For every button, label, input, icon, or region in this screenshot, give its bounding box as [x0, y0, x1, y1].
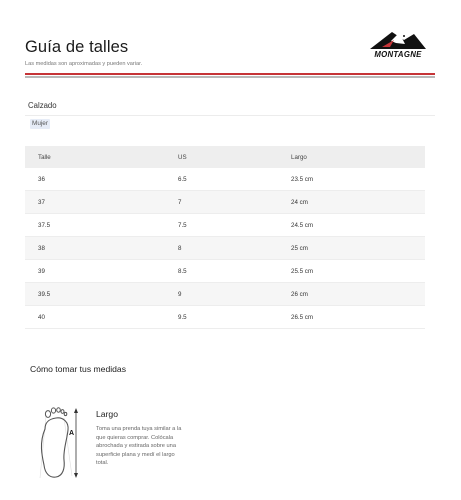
table-row [25, 306, 425, 329]
cell-talle: 39 [25, 260, 178, 283]
cell-largo: 26.5 cm [291, 306, 425, 329]
column-header-us: US [178, 146, 291, 168]
cell-talle: 40 [25, 306, 178, 329]
cell-us: 9.5 [178, 306, 291, 329]
column-header-talle: Talle [25, 146, 178, 168]
cell-talle: 39.5 [25, 283, 178, 306]
eagle-mountain-icon [364, 30, 432, 50]
table-row [25, 191, 425, 214]
page-subtitle: Las medidas son aproximadas y pueden variar. [25, 61, 143, 67]
measure-marker-a: A [69, 430, 75, 437]
measure-label: Largo [96, 409, 118, 419]
table-row [25, 260, 425, 283]
cell-us: 7.5 [178, 214, 291, 237]
cell-us: 8 [178, 237, 291, 260]
cell-largo: 26 cm [291, 283, 425, 306]
cell-talle: 37 [25, 191, 178, 214]
cell-largo: 25.5 cm [291, 260, 425, 283]
cell-us: 6.5 [178, 168, 291, 191]
section-divider [25, 115, 435, 116]
cell-talle: 37.5 [25, 214, 178, 237]
foot-diagram [30, 402, 80, 480]
table-row [25, 214, 425, 237]
gender-filter-chip[interactable]: Mujer [32, 120, 48, 127]
cell-largo: 25 cm [291, 237, 425, 260]
accent-stripe [25, 73, 435, 75]
cell-largo: 23.5 cm [291, 168, 425, 191]
gray-stripe [25, 76, 435, 78]
table-header-row [25, 146, 425, 168]
cell-largo: 24 cm [291, 191, 425, 214]
cell-us: 8.5 [178, 260, 291, 283]
section-title: Calzado [28, 101, 57, 110]
foot-outline-icon [30, 402, 80, 480]
table-row [25, 283, 425, 306]
cell-us: 7 [178, 191, 291, 214]
brand-name: MONTAGNE [374, 50, 422, 59]
table-row [25, 237, 425, 260]
how-to-measure-title: Cómo tomar tus medidas [30, 364, 126, 374]
column-header-largo: Largo [291, 146, 425, 168]
table-row [25, 168, 425, 191]
measure-description: Toma una prenda tuya similar a la que quieras comprar. Colócala abrochada y estirada sobre una superficie plana y medí el largo total. [96, 426, 182, 467]
cell-talle: 36 [25, 168, 178, 191]
size-table [25, 146, 425, 329]
cell-talle: 38 [25, 237, 178, 260]
cell-us: 9 [178, 283, 291, 306]
brand-logo [364, 30, 432, 62]
cell-largo: 24.5 cm [291, 214, 425, 237]
page-title: Guía de talles [25, 38, 129, 56]
